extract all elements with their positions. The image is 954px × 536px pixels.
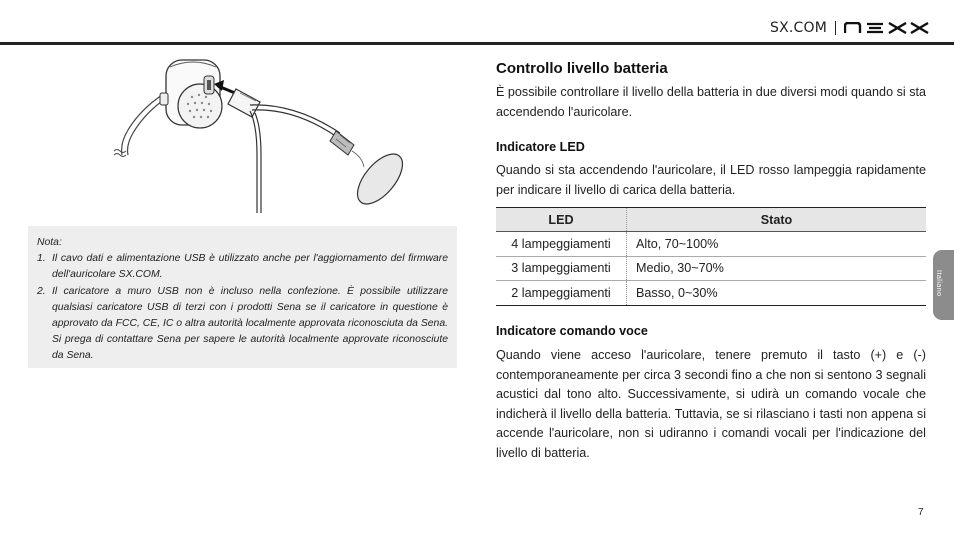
table-cell-stato: Medio, 30~70%: [627, 256, 927, 281]
column-header-stato: Stato: [627, 208, 927, 232]
voice-heading: Indicatore comando voce: [496, 324, 648, 338]
note-item: [37, 251, 448, 283]
section-title: Controllo livello batteria: [496, 60, 668, 77]
led-status-table: [496, 207, 926, 306]
table-row: [496, 256, 926, 281]
led-description: Quando si sta accendendo l'auricolare, il LED rosso lampeggia rapidamente per indicare il livello di carica della batteria.: [496, 163, 926, 197]
note-item-text: Il cavo dati e alimentazione USB è utilizzato anche per l'aggiornamento del firmware dell'auricolare SX.COM.: [52, 253, 448, 281]
table-row: [496, 281, 926, 306]
header-brand: [770, 20, 930, 36]
header-rule: [0, 42, 954, 45]
site-name: SX.COM: [769, 20, 827, 36]
note-item: [37, 284, 448, 365]
led-heading: Indicatore LED: [496, 140, 585, 154]
table-cell-led: 3 lampeggiamenti: [496, 256, 627, 281]
table-cell-led: 4 lampeggiamenti: [496, 232, 627, 257]
language-tab-label: Italiano: [935, 270, 942, 297]
table-row: [496, 232, 926, 257]
note-box: [28, 226, 457, 368]
language-side-tab[interactable]: [933, 250, 954, 320]
column-header-led: LED: [496, 208, 627, 232]
nexx-logo: [844, 22, 930, 34]
table-cell-stato: Basso, 0~30%: [627, 281, 927, 306]
table-cell-led: 2 lampeggiamenti: [496, 281, 627, 306]
headset-usb-illustration: [100, 55, 410, 213]
note-item-number: 1.: [37, 253, 46, 265]
page-number: 7: [918, 507, 924, 518]
brand-separator: [835, 21, 836, 35]
voice-description: Quando viene acceso l'auricolare, tenere premuto il tasto (+) e (-) contemporaneamente per circa 3 secondi fino a che non si sentono 3 segnali acustici dal tono alto. Successivamente, si udirà un comando vocale che indicherà il livello della batteria. Tuttavia, se si rilasciano i tasti non appena si accende l'auricolare, non si udiranno i comandi vocali per l'indicazione del livello di batteria.: [496, 348, 926, 460]
section-intro: È possibile controllare il livello della batteria in due diversi modi quando si sta accendendo l'auricolare.: [496, 85, 926, 119]
note-item-text: Il caricatore a muro USB non è incluso nella confezione. È possibile utilizzare qualsiasi caricatore USB di terzi con i prodotti Sena se il caricatore in questione è approvato da FCC, CE, IC o altra autorità localmente approvata riconosciuta da Sena. Si prega di contattare Sena per sapere le autorità localmente approvate riconosciute da Sena.: [52, 285, 448, 362]
table-header-row: [496, 208, 926, 232]
note-item-number: 2.: [37, 285, 46, 297]
note-title: Nota:: [37, 237, 62, 248]
table-cell-stato: Alto, 70~100%: [627, 232, 927, 257]
